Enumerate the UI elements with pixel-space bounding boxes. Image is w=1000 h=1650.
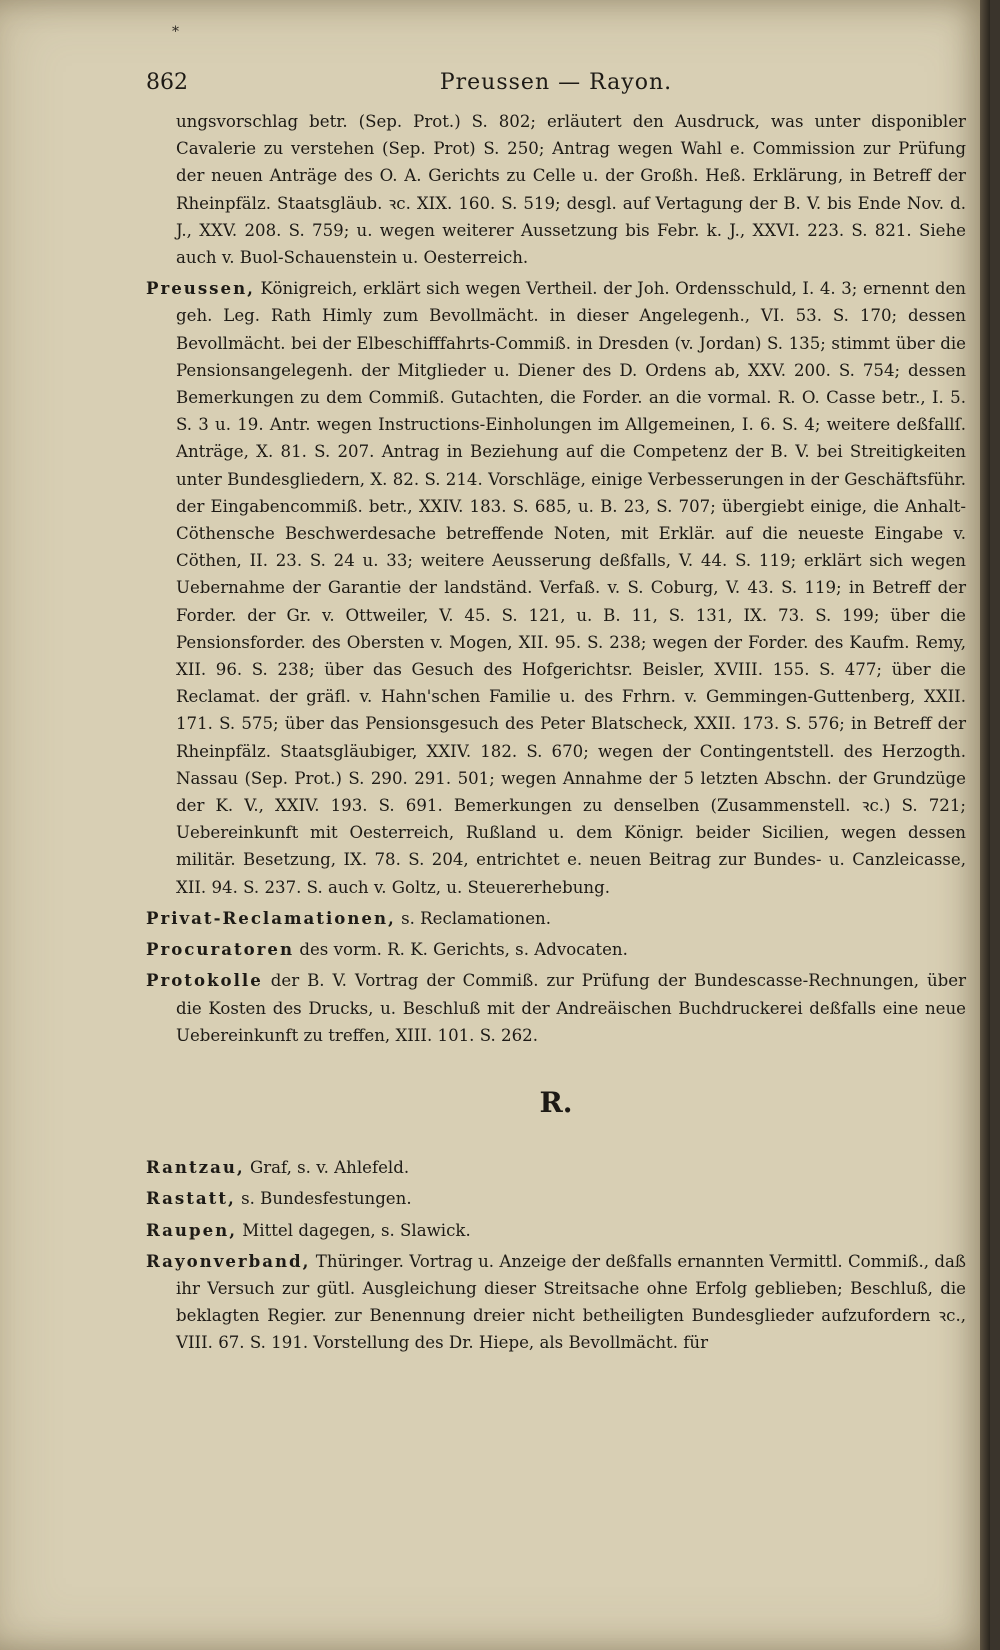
entry-keyword: Procuratoren — [146, 939, 295, 960]
index-entry-preussen — [146, 275, 966, 901]
entry-text: Königreich, erklärt sich wegen Vertheil. der Joh. Ordensschuld, I. 4. 3; ernennt den geh. Leg. Rath Himly zum Bevollmächt. in dieser Angelegenh., VI. 53. S. 170; dessen Bevollmächt. bei der Elbeschifffahrts-Commiß. in Dresden (v. Jordan) S. 135; stimmt über die Pensionsangelegenh. der Mitglieder u. Diener des D. Ordens ab, XXV. 200. S. 754; dessen Bemerkungen zu dem Commiß. Gutachten, die Forder. an die vormal. R. O. Casse betr., I. 5. S. 3 u. 19. Antr. wegen Instructions-Einholungen im Allgemeinen, I. 6. S. 4; weitere deßfallſ. Anträge, X. 81. S. 207. Antrag in Beziehung auf die Competenz der B. V. bei Streitigkeiten unter Bundesgliedern, X. 82. S. 214. Vorschläge, einige Verbesserungen in der Geschäftsführ. der Eingabencommiß. betr., XXIV. 183. S. 685, u. B. 23, S. 707; übergiebt einige, die Anhalt-Cöthensche Beschwerdesache betreffende Noten, mit Erklär. auf die neueste Eingabe v. Cöthen, II. 23. S. 24 u. 33; weitere Aeusserung deßfalls, V. 44. S. 119; erklärt sich wegen Uebernahme der Garantie der landständ. Verfaß. v. S. Coburg, V. 43. S. 119; in Betreff der Forder. der Gr. v. Ottweiler, V. 45. S. 121, u. B. 11, S. 131, IX. 73. S. 199; über die Pensionsforder. des Obersten v. Mogen, XII. 95. S. 238; wegen der Forder. des Kaufm. Remy, XII. 96. S. 238; über das Gesuch des Hofgerichtsr. Beisler, XVIII. 155. S. 477; über die Reclamat. der gräfl. v. Hahn'schen Familie u. des Frhrn. v. Gemmingen-Guttenberg, XXII. 171. S. 575; über das Pensionsgesuch des Peter Blatscheck, XXII. 173. S. 576; in Betreff der Rheinpfälz. Staatsgläubiger, XXIV. 182. S. 670; wegen der Contingentstell. des Herzogth. Nassau (Sep. Prot.) S. 290. 291. 501; wegen Annahme der 5 letzten Abschn. der Grundzüge der K. V., XXIV. 193. S. 691. Bemerkungen zu denselben (Zusammenstell. ꝛc.) S. 721; Uebereinkunft mit Oesterreich, Rußland u. dem Königr. beider Sicilien, wegen dessen militär. Besetzung, IX. 78. S. 204, entrichtet e. neuen Beitrag zur Bundes- u. Canzleicasse, XII. 94. S. 237. S. auch v. Goltz, u. Steuererhebung. — [176, 279, 966, 897]
index-entry-rayonverband — [146, 1248, 966, 1357]
entry-keyword: Raupen, — [146, 1219, 237, 1240]
page-header — [146, 70, 966, 104]
entry-keyword: Preussen, — [146, 278, 255, 299]
entry-text: ungsvorschlag betr. (Sep. Prot.) S. 802; erläutert den Ausdruck, was unter disponibler Cavalerie zu verstehen (Sep. Prot) S. 250; Antrag wegen Wahl e. Commission zur Prüfung der neuen Anträge des O. A. Gerichts zu Celle u. der Großh. Heß. Erklärung, in Betreff der Rheinpfälz. Staatsgläub. ꝛc. XIX. 160. S. 519; desgl. auf Vertagung der B. V. bis Ende Nov. d. J., XXV. 208. S. 759; u. wegen weiterer Aussetzung bis Febr. k. J., XXVI. 223. S. 821. Siehe auch v. Buol-Schauenstein u. Oesterreich. — [176, 112, 966, 268]
index-entry-continuation — [146, 108, 966, 271]
entry-text: Graf, s. v. Ahlefeld. — [249, 1158, 410, 1178]
index-entry-procuratoren — [146, 936, 966, 963]
entry-text: s. Reclamationen. — [401, 908, 552, 928]
entry-text: des vorm. R. K. Gerichts, s. Advocaten. — [299, 940, 628, 960]
page-number: 862 — [146, 70, 188, 95]
entry-keyword: Privat-Reclamationen, — [146, 907, 396, 928]
entry-keyword: Rayonverband, — [146, 1250, 311, 1271]
index-entry-protokolle — [146, 967, 966, 1049]
entry-keyword: Rastatt, — [146, 1188, 236, 1209]
entry-text: der B. V. Vortrag der Commiß. zur Prüfung der Bundescasse-Rechnungen, über die Kosten des Drucks, u. Beschluß mit der Andreäischen Buchdruckerei deßfalls eine neue Uebereinkunft zu treffen, XIII. 101. S. 262. — [176, 971, 967, 1045]
index-entry-rantzau — [146, 1154, 966, 1181]
corner-mark: * — [172, 24, 179, 40]
entry-keyword: Protokolle — [146, 970, 263, 991]
entry-text: Mittel dagegen, s. Slawick. — [242, 1220, 471, 1240]
running-title: Preussen — Rayon. — [439, 70, 673, 95]
page-edge — [980, 0, 990, 1650]
entry-text: Thüringer. Vortrag u. Anzeige der deßfalls ernannten Vermittl. Commiß., daß ihr Versuch zur gütl. Ausgleichung dieser Streitsache ohne Erfolg geblieben; Beschluß, die beklagten Regier. zur Benennung dreier nicht betheiligten Bundesglieder aufzufordern ꝛc., VIII. 67. S. 191. Vorstellung des Dr. Hiepe, als Bevollmächt. für — [176, 1251, 966, 1353]
index-entry-raupen — [146, 1217, 966, 1244]
section-letter: R. — [539, 1085, 573, 1119]
index-body — [146, 108, 966, 1361]
index-entry-rastatt — [146, 1185, 966, 1212]
entry-keyword: Rantzau, — [146, 1157, 245, 1178]
index-entry-privat-reclamationen — [146, 905, 966, 932]
entry-text: s. Bundesfestungen. — [241, 1189, 412, 1209]
